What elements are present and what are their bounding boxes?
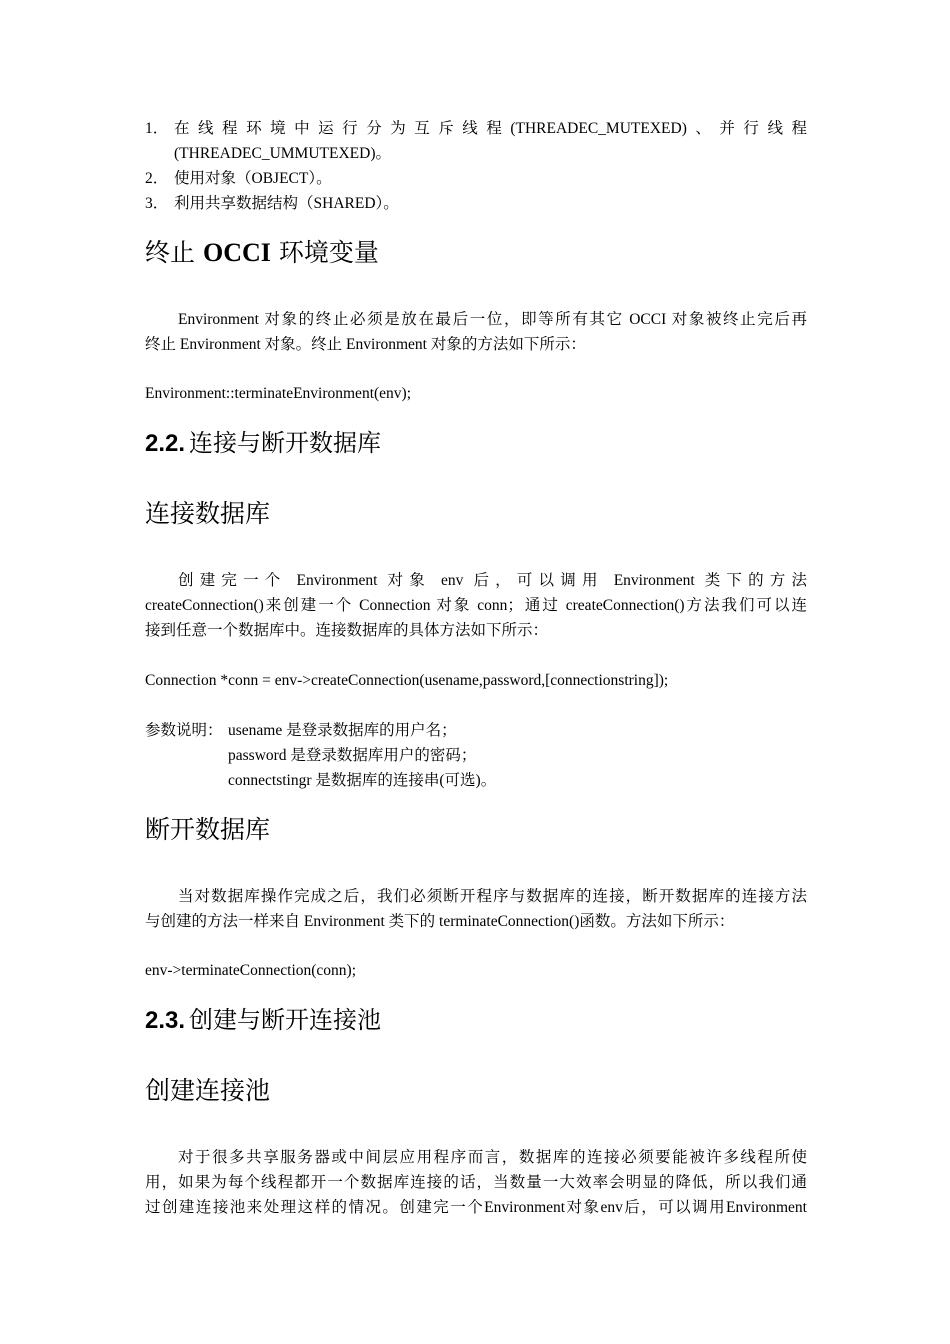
code-line: env->terminateConnection(conn);	[145, 962, 357, 979]
heading-bold-text: OCCI	[202, 238, 271, 267]
list-item-text-line2: (THREADEC_UMMUTEXED)。	[174, 145, 391, 162]
chapter-heading-2-2	[145, 427, 807, 460]
param-line: connectstingr 是数据库的连接串(可选)。	[228, 772, 497, 789]
section-heading-terminate-occi	[145, 237, 807, 269]
heading-text: 环境变量	[278, 238, 379, 267]
heading-text: 终止	[145, 238, 196, 267]
section-heading-create-pool: 创建连接池	[145, 1076, 271, 1105]
list-item-text: 使用对象（OBJECT）。	[174, 170, 332, 187]
list-item-number: 3．	[145, 195, 169, 212]
heading-text: 创建与断开连接池	[189, 1006, 382, 1034]
paragraph-line: createConnection()来创建一个 Connection 对象 conn；通过 createConnection()方法我们可以连	[145, 597, 807, 614]
list-item-number: 2．	[145, 170, 169, 187]
heading-text: 连接与断开数据库	[189, 429, 382, 457]
heading-number: 2.3.	[145, 1007, 186, 1034]
paragraph-line: 用，如果为每个线程都开一个数据库连接的话，当数量一大效率会明显的降低，所以我们通	[145, 1174, 807, 1191]
paragraph-line: 与创建的方法一样来自 Environment 类下的 terminateConnection()函数。方法如下所示：	[145, 913, 735, 930]
section-heading-disconnect: 断开数据库	[145, 815, 271, 844]
paragraph-line: 过创建连接池来处理这样的情况。创建完一个Environment对象env后，可以调用Environment	[145, 1199, 807, 1216]
code-line: Connection *conn = env->createConnection(usename,password,[connectionstring]);	[145, 672, 669, 689]
list-item-number: 1．	[145, 120, 169, 137]
chapter-heading-2-3	[145, 1004, 807, 1037]
heading-number: 2.2.	[145, 430, 186, 457]
numbered-list	[145, 116, 807, 216]
param-line: password 是登录数据库用户的密码；	[228, 747, 477, 764]
section-heading-connect: 连接数据库	[145, 499, 271, 528]
code-line: Environment::terminateEnvironment(env);	[145, 385, 412, 402]
paragraph-line: Environment 对象的终止必须是放在最后一位，即等所有其它 OCCI 对象被终止完后再	[178, 311, 807, 328]
paragraph-line: 接到任意一个数据库中。连接数据库的具体方法如下所示：	[145, 622, 549, 639]
paragraph-line: 当对数据库操作完成之后，我们必须断开程序与数据库的连接，断开数据库的连接方法	[178, 888, 807, 905]
param-line: usename 是登录数据库的用户名；	[228, 722, 457, 739]
list-item-text: 利用共享数据结构（SHARED）。	[174, 195, 399, 212]
paragraph-line: 终止 Environment 对象。终止 Environment 对象的方法如下所示：	[145, 336, 586, 353]
paragraph-line: 对于很多共享服务器或中间层应用程序而言，数据库的连接必须要能被许多线程所使	[178, 1149, 807, 1166]
paragraph-line: 创建完一个 Environment 对象 env 后，可以调用 Environment 类下的方法	[178, 572, 807, 589]
param-label: 参数说明：	[145, 722, 223, 739]
parameter-description	[145, 718, 807, 793]
list-item-text-line1: 在线程环境中运行分为互斥线程(THREADEC_MUTEXED)、并行线程	[174, 120, 807, 137]
